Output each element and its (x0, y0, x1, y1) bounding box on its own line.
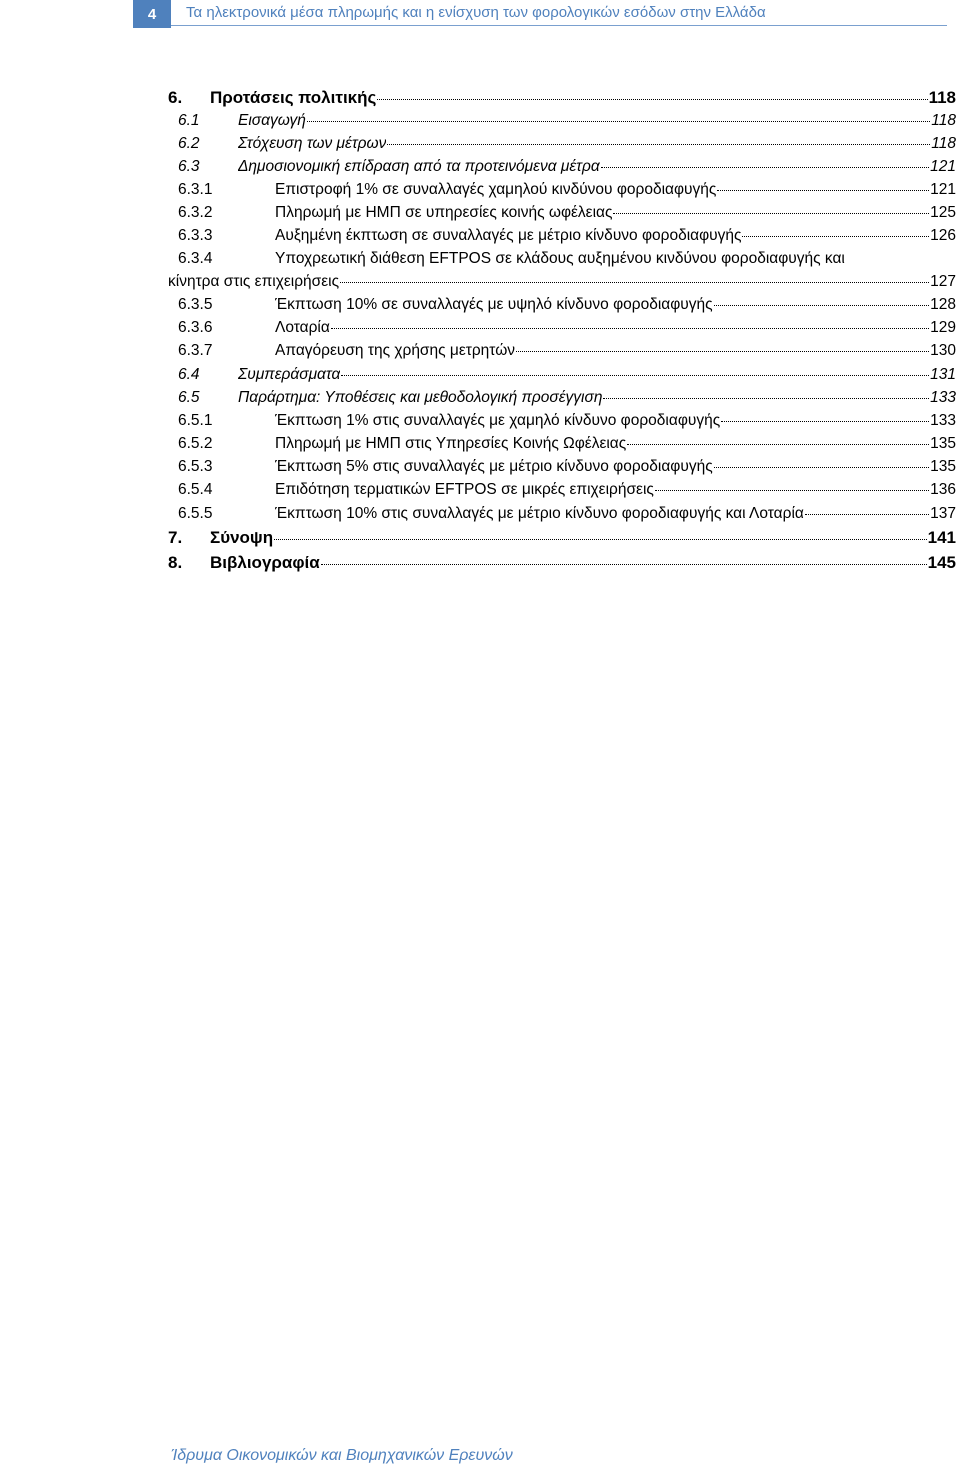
toc-entry-title: Παράρτημα: Υποθέσεις και μεθοδολογική προσέγγιση (238, 389, 603, 406)
toc-entry-title: Εισαγωγή (238, 112, 306, 129)
toc-entry-6-3-3[interactable] (168, 227, 956, 245)
dot-leader (274, 539, 926, 540)
toc-entry-page: 129 (930, 319, 956, 336)
toc-entry-title: Σύνοψη (210, 528, 274, 547)
dot-leader (742, 236, 929, 237)
toc-entry-6-2[interactable] (168, 135, 956, 153)
toc-entry-number: 6.5.5 (178, 505, 213, 522)
toc-entry-page: 126 (930, 227, 956, 244)
page-footer: Ίδρυμα Οικονομικών και Βιομηχανικών Ερευνών (171, 1447, 513, 1464)
toc-entry-number: 6.3.1 (178, 181, 213, 198)
toc-entry-6-3-1[interactable] (168, 181, 956, 199)
toc-entry-title: Στόχευση των μέτρων (238, 135, 387, 152)
toc-entry-6-5-3[interactable] (168, 458, 956, 476)
toc-entry-page: 131 (930, 366, 956, 383)
toc-entry-title: Υποχρεωτική διάθεση EFTPOS σε κλάδους αυξημένου κινδύνου φοροδιαφυγής και (275, 250, 845, 267)
toc-entry-number: 7. (168, 528, 183, 547)
toc-entry-title: Συμπεράσματα (238, 366, 341, 383)
dot-leader (603, 398, 929, 399)
toc-entry-number: 6.3.4 (178, 250, 213, 267)
page-header (0, 0, 960, 28)
dot-leader (714, 467, 929, 468)
toc-entry-6-5-4[interactable] (168, 481, 956, 499)
toc-entry-page: 125 (930, 204, 956, 221)
toc-entry-page: 141 (927, 528, 956, 547)
toc-entry-title: Προτάσεις πολιτικής (210, 88, 377, 107)
toc-entry-title: Έκπτωση 10% στις συναλλαγές με μέτριο κίνδυνο φοροδιαφυγής και Λοταρία (275, 505, 804, 522)
toc-entry-title: Λοταρία (275, 319, 330, 336)
toc-entry-number: 6.3.7 (178, 342, 213, 359)
toc-entry-number: 6.5.4 (178, 481, 213, 498)
toc-entry-title: Έκπτωση 10% σε συναλλαγές με υψηλό κίνδυνο φοροδιαφυγής (275, 296, 713, 313)
toc-entry-page: 118 (931, 135, 956, 152)
toc-entry-number: 6. (168, 88, 183, 107)
dot-leader (613, 213, 929, 214)
toc-entry-title: Αυξημένη έκπτωση σε συναλλαγές με μέτριο κίνδυνο φοροδιαφυγής (275, 227, 742, 244)
toc-entry-6-3-6[interactable] (168, 319, 956, 337)
toc-entry-number: 6.2 (178, 135, 200, 152)
dot-leader (321, 564, 927, 565)
toc-entry-number: 8. (168, 553, 183, 572)
toc-entry-6-3-4-line1[interactable] (178, 250, 845, 268)
dot-leader (805, 514, 929, 515)
toc-entry-6-3[interactable] (168, 158, 956, 176)
dot-leader (331, 328, 929, 329)
toc-entry-page: 145 (927, 553, 956, 572)
toc-entry-6-5-1[interactable] (168, 412, 956, 430)
toc-entry-page: 118 (928, 88, 956, 107)
toc-entry-title: Πληρωμή με ΗΜΠ στις Υπηρεσίες Κοινής Ωφέλειας (275, 435, 627, 452)
toc-entry-title: Πληρωμή με ΗΜΠ σε υπηρεσίες κοινής ωφέλειας (275, 204, 613, 221)
toc-entry-page: 135 (930, 435, 956, 452)
toc-entry-page: 133 (930, 389, 956, 406)
toc-entry-title: Επιστροφή 1% σε συναλλαγές χαμηλού κινδύνου φοροδιαφυγής (275, 181, 717, 198)
toc-entry-6-3-5[interactable] (168, 296, 956, 314)
toc-entry-6-5-2[interactable] (168, 435, 956, 453)
header-title: Τα ηλεκτρονικά μέσα πληρωμής και η ενίσχυση των φορολογικών εσόδων στην Ελλάδα (186, 4, 766, 21)
toc-entry-title: Απαγόρευση της χρήσης μετρητών (275, 342, 516, 359)
toc-entry-title: Επιδότηση τερματικών EFTPOS σε μικρές επιχειρήσεις (275, 481, 654, 498)
dot-leader (341, 375, 929, 376)
toc-entry-6-3-2[interactable] (168, 204, 956, 222)
toc-entry-number: 6.4 (178, 366, 200, 383)
header-divider (171, 25, 947, 26)
toc-entry-title: Έκπτωση 5% στις συναλλαγές με μέτριο κίνδυνο φοροδιαφυγής (275, 458, 713, 475)
dot-leader (307, 121, 930, 122)
dot-leader (340, 282, 929, 283)
toc-entry-number: 6.5.3 (178, 458, 213, 475)
toc-entry-page: 130 (930, 342, 956, 359)
page-number: 4 (133, 0, 171, 28)
toc-entry-number: 6.3.2 (178, 204, 213, 221)
toc-entry-page: 137 (930, 505, 956, 522)
toc-entry-6[interactable] (168, 88, 956, 108)
toc-entry-6-5-5[interactable] (168, 505, 956, 523)
toc-entry-7[interactable] (168, 528, 956, 548)
dot-leader (627, 444, 929, 445)
dot-leader (717, 190, 929, 191)
toc-entry-page: 118 (931, 112, 956, 129)
toc-entry-page: 121 (930, 158, 956, 175)
dot-leader (721, 421, 929, 422)
toc-entry-6-1[interactable] (168, 112, 956, 130)
toc-entry-page: 128 (930, 296, 956, 313)
toc-entry-page: 135 (930, 458, 956, 475)
dot-leader (377, 99, 927, 100)
toc-entry-number: 6.3.6 (178, 319, 213, 336)
dot-leader (601, 167, 929, 168)
toc-entry-number: 6.3 (178, 158, 200, 175)
toc-entry-page: 127 (930, 273, 956, 290)
toc-entry-number: 6.5.2 (178, 435, 213, 452)
dot-leader (516, 351, 929, 352)
toc-entry-title-continued: κίνητρα στις επιχειρήσεις (168, 273, 340, 290)
dot-leader (714, 305, 930, 306)
toc-entry-number: 6.3.3 (178, 227, 213, 244)
toc-entry-page: 133 (930, 412, 956, 429)
toc-entry-title: Βιβλιογραφία (210, 553, 320, 572)
dot-leader (655, 490, 929, 491)
toc-entry-number: 6.1 (178, 112, 200, 129)
dot-leader (387, 144, 930, 145)
toc-entry-title: Έκπτωση 1% στις συναλλαγές με χαμηλό κίνδυνο φοροδιαφυγής (275, 412, 721, 429)
toc-entry-page: 121 (930, 181, 956, 198)
toc-entry-8[interactable] (168, 553, 956, 573)
toc-entry-6-5[interactable] (168, 389, 956, 407)
toc-entry-number: 6.5.1 (178, 412, 213, 429)
toc-entry-6-4[interactable] (168, 366, 956, 384)
toc-entry-number: 6.3.5 (178, 296, 213, 313)
toc-entry-number: 6.5 (178, 389, 200, 406)
toc-entry-title: Δημοσιονομική επίδραση από τα προτεινόμενα μέτρα (238, 158, 600, 175)
toc-entry-6-3-7[interactable] (168, 342, 956, 360)
toc-entry-page: 136 (930, 481, 956, 498)
toc-entry-6-3-4-line2[interactable] (168, 273, 956, 291)
